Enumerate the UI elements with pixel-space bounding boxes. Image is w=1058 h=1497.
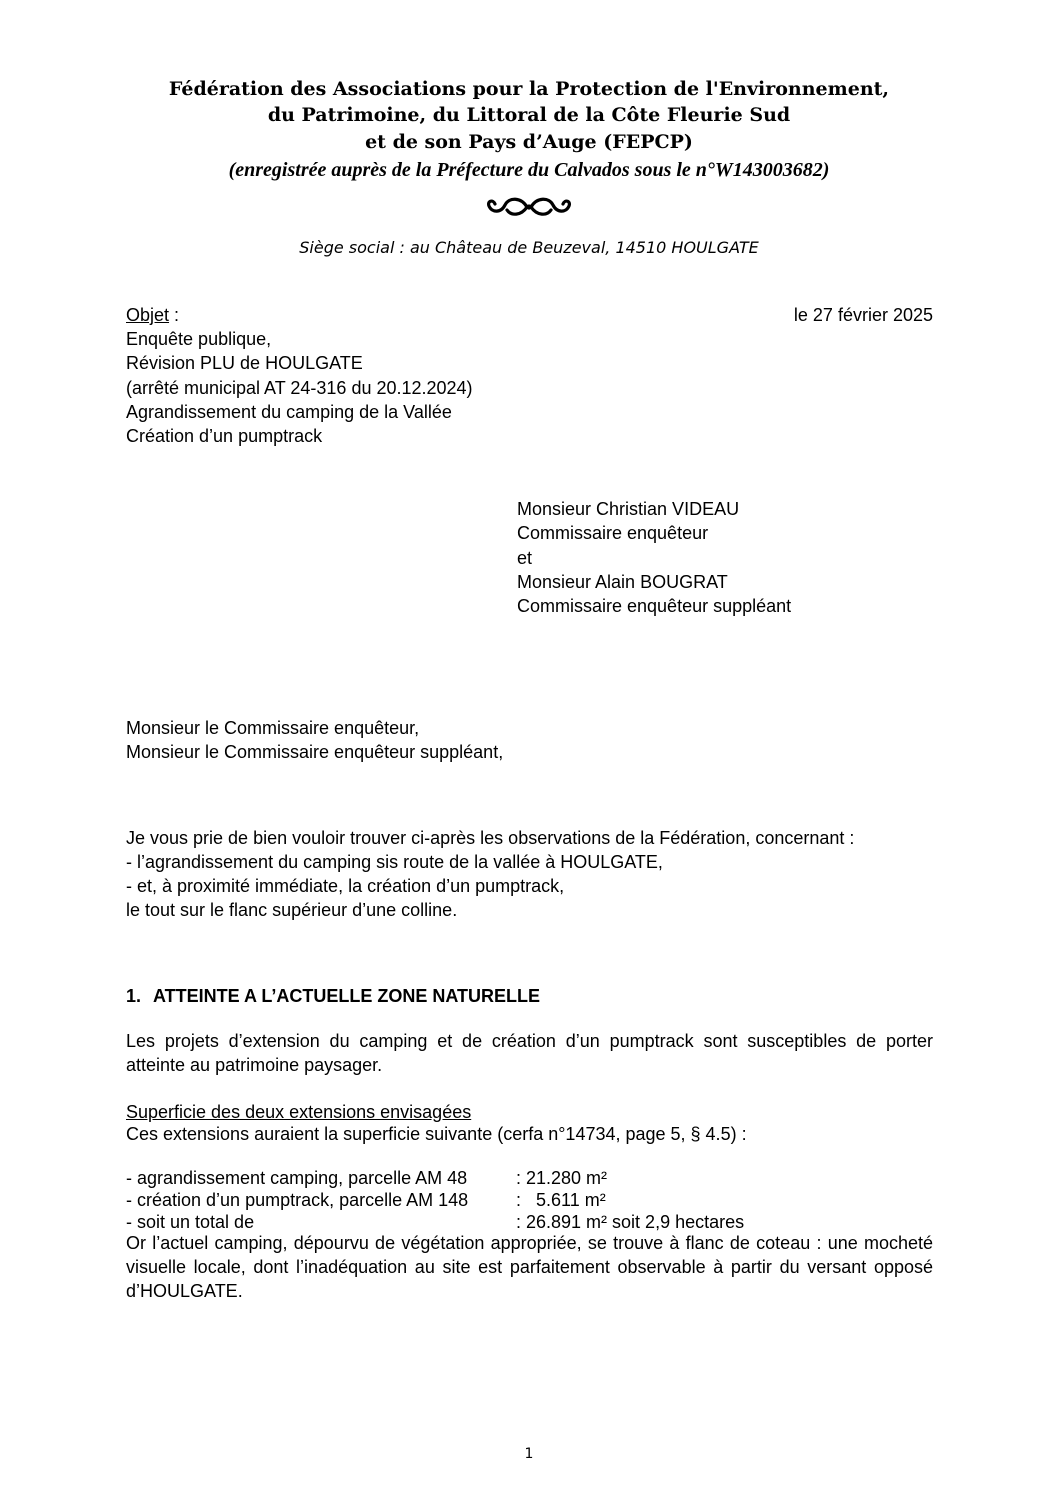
objet-colon: : <box>169 305 180 325</box>
objet-heading <box>126 303 179 327</box>
intro-line: - l’agrandissement du camping sis route de la vallée à HOULGATE, <box>126 852 663 872</box>
intro-line: - et, à proximité immédiate, la création d’un pumptrack, <box>126 876 565 896</box>
page-number: 1 <box>524 1446 534 1462</box>
section-1-closing: Or l’actuel camping, dépourvu de végétation appropriée, se trouve à flanc de coteau : une mocheté visuelle locale, dont l’inadéquation au site est parfaitement observable à partir du versant opposé d’HOULGATE. <box>126 1233 933 1301</box>
recipient-line: Commissaire enquêteur suppléant <box>517 596 792 616</box>
section-1-paragraph: Les projets d’extension du camping et de création d’un pumptrack sont susceptibles de porter atteinte au patrimoine paysager. <box>126 1031 933 1075</box>
section-1-heading: ATTEINTE A L’ACTUELLE ZONE NATURELLE <box>153 986 540 1006</box>
recipient-line: Commissaire enquêteur <box>517 523 709 543</box>
superficie-row-value: : 26.891 m² soit 2,9 hectares <box>516 1212 745 1232</box>
objet-label: Objet <box>126 305 170 325</box>
superficie-intro: Ces extensions auraient la superficie suivante (cerfa n°14734, page 5, § 4.5) : <box>126 1124 747 1144</box>
federation-name-line-1: Fédération des Associations pour la Protection de l'Environnement, <box>168 78 890 100</box>
federation-name-line-3: et de son Pays d’Auge (FEPCP) <box>365 131 693 153</box>
objet-line: (arrêté municipal AT 24-316 du 20.12.2024) <box>126 378 473 398</box>
superficie-row-label: - agrandissement camping, parcelle AM 48 <box>126 1168 468 1188</box>
intro-line: le tout sur le flanc supérieur d’une colline. <box>126 900 458 920</box>
superficie-row-label: - création d’un pumptrack, parcelle AM 148 <box>126 1190 469 1210</box>
recipient-line: Monsieur Christian VIDEAU <box>517 499 740 519</box>
objet-line: Agrandissement du camping de la Vallée <box>126 402 452 422</box>
letter-date: le 27 février 2025 <box>793 305 933 325</box>
superficie-subheading: Superficie des deux extensions envisagées <box>126 1102 472 1122</box>
superficie-row-value: : 21.280 m² <box>516 1168 608 1188</box>
superficie-row-value: : 5.611 m² <box>516 1190 606 1210</box>
registration-note: (enregistrée auprès de la Préfecture du Calvados sous le n°W143003682) <box>228 159 830 181</box>
salutation-line: Monsieur le Commissaire enquêteur, <box>126 718 420 738</box>
objet-line: Création d’un pumptrack <box>126 426 323 446</box>
salutation-line: Monsieur le Commissaire enquêteur suppléant, <box>126 742 504 762</box>
recipient-line: Monsieur Alain BOUGRAT <box>517 572 728 592</box>
federation-name-line-2: du Patrimoine, du Littoral de la Côte Fleurie Sud <box>267 104 791 126</box>
fleuron-ornament-icon <box>0 194 1058 225</box>
registered-office: Siège social : au Château de Beuzeval, 14510 HOULGATE <box>299 238 759 257</box>
objet-line: Enquête publique, <box>126 329 272 349</box>
intro-line: Je vous prie de bien vouloir trouver ci-après les observations de la Fédération, concernant : <box>126 828 855 848</box>
objet-line: Révision PLU de HOULGATE <box>126 353 363 373</box>
section-1-number: 1. <box>126 986 142 1006</box>
recipient-line: et <box>517 548 533 568</box>
superficie-row-label: - soit un total de <box>126 1212 255 1232</box>
